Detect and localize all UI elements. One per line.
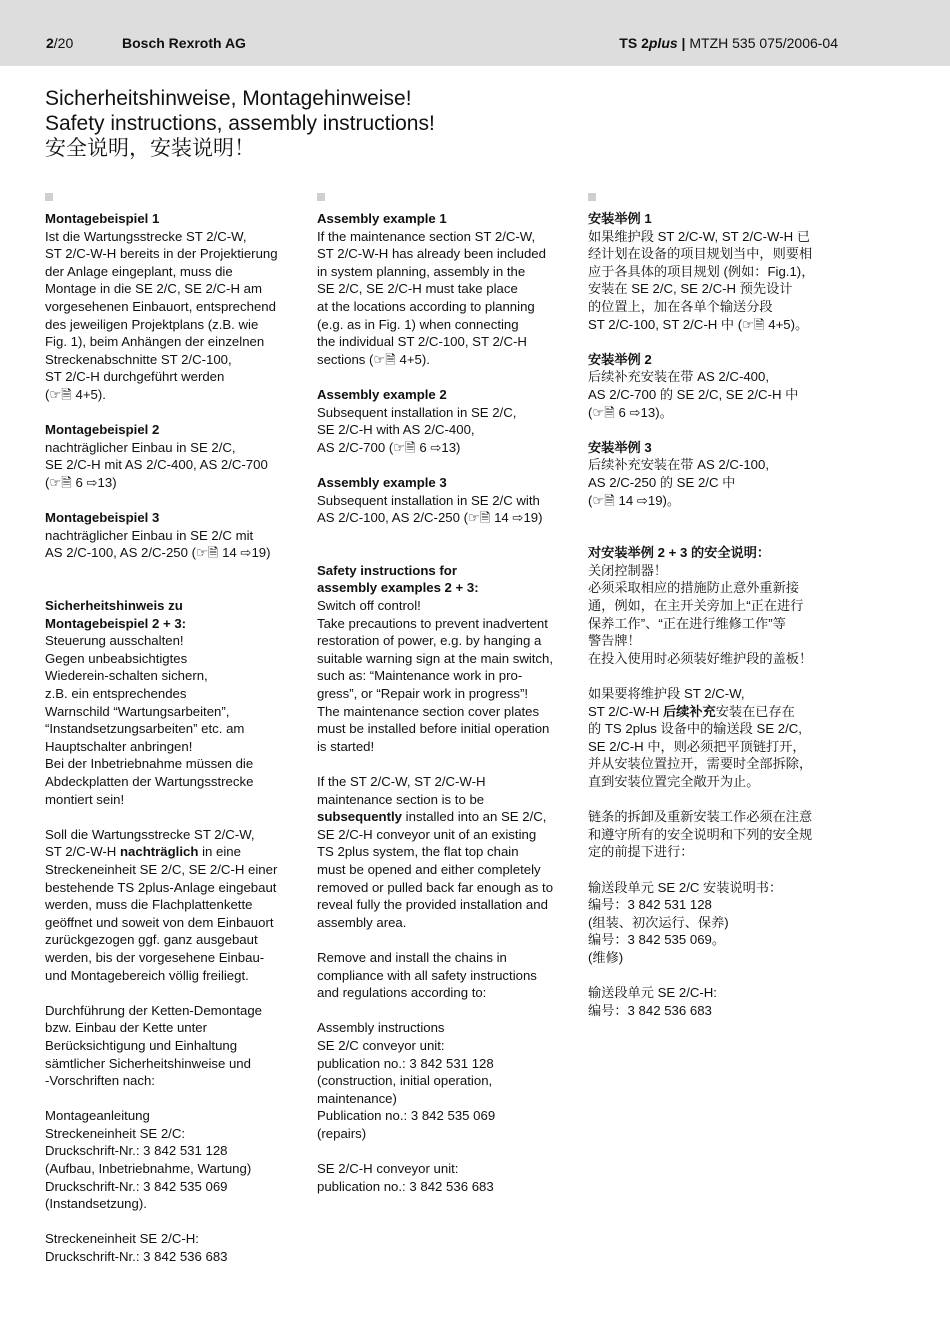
paragraph-subsequent-line: Soll die Wartungsstrecke ST 2/C-W, — [45, 826, 255, 842]
text-line: AS 2/C-700 (☞🗎 6 ⇨13) — [317, 439, 461, 455]
text-line: ST 2/C-100, ST 2/C-H 中 (☞🗎 4+5)。 — [588, 316, 809, 332]
text-example-3 — [45, 527, 301, 562]
text-line: Ist die Wartungsstrecke ST 2/C-W, — [45, 228, 247, 244]
text-line: Subsequent installation in SE 2/C with — [317, 492, 540, 508]
text-line: 应于各具体的项目规划 (例如：Fig.1)， — [588, 263, 815, 279]
heading-example-3: 安装举例 3 — [588, 439, 652, 455]
text-line: 定的前提下进行： — [588, 844, 694, 860]
text-line: 安装在 SE 2/C, SE 2/C-H 预先设计 — [588, 281, 793, 297]
text-line: Assembly instructions — [317, 1020, 445, 1036]
text-line: Durchführung der Ketten-Demontage — [45, 1002, 262, 1018]
text-line: 的位置上，加在各单个输送分段 — [588, 298, 773, 314]
text-example-2 — [317, 404, 575, 457]
text-line: Druckschrift-Nr.: 3 842 535 069 — [45, 1178, 228, 1194]
text-line: The maintenance section cover plates — [317, 703, 540, 719]
text-line: removed or pulled back far enough as to — [317, 879, 554, 895]
heading-safety-line-1: Safety instructions for — [317, 562, 457, 578]
text-line: the individual ST 2/C-100, ST 2/C-H — [317, 334, 527, 350]
text-line: ST 2/C-W-H has already been included — [317, 246, 546, 262]
paragraph-publications-se2c — [317, 1019, 575, 1142]
heading-safety-line-1: Sicherheitshinweis zu — [45, 598, 183, 614]
text-line: Take precautions to prevent inadvertent — [317, 615, 548, 631]
text-line: Berücksichtigung und Einhaltung — [45, 1037, 238, 1053]
text-line: SE 2/C-H 中，则必须把平顶链打开， — [588, 738, 806, 754]
text-line: werden, bis der vorgesehene Einbau- — [45, 949, 265, 965]
paragraph-subsequent-line-1: If the ST 2/C-W, ST 2/C-W-H — [317, 774, 486, 789]
text-line: Remove and install the chains in — [317, 949, 507, 965]
paragraph-subsequent-mixed: subsequently installed into an SE 2/C, — [317, 809, 547, 825]
text-line: montiert sein! — [45, 791, 125, 807]
text-line: (☞🗎 14 ⇨19)。 — [588, 492, 681, 508]
column-german — [45, 189, 301, 1266]
paragraph-subsequent-rest — [45, 861, 301, 984]
text-line: suitable warning sign at the main switch, — [317, 650, 554, 666]
text-line: sections (☞🗎 4+5). — [317, 351, 430, 367]
text-line: Abdeckplatten der Wartungsstrecke — [45, 774, 254, 789]
text-line: des jeweiligen Projektplans (z.B. wie — [45, 316, 259, 332]
text-line: restoration of power, e.g. by hanging a — [317, 633, 542, 649]
paragraph-subsequent-rest — [317, 826, 575, 932]
text-line: zurückgezogen ggf. ganz ausgebaut — [45, 932, 258, 948]
text-line: (construction, initial operation, — [317, 1073, 493, 1089]
text-line: such as: “Maintenance work in pro- — [317, 668, 523, 684]
text-line: ST 2/C-H durchgeführt werden — [45, 369, 225, 385]
text-line: sämtlicher Sicherheitshinweise und — [45, 1055, 251, 1071]
text-example-3 — [317, 492, 575, 527]
heading-example-3: Assembly example 3 — [317, 474, 447, 490]
text-example-2 — [588, 368, 846, 421]
text-line: gress”, or “Repair work in progress”! — [317, 686, 529, 702]
text-line: AS 2/C-100, AS 2/C-250 (☞🗎 14 ⇨19) — [45, 545, 271, 561]
text-line: 的 TS 2plus 设备中的输送段 SE 2/C, — [588, 721, 802, 737]
text-line: nachträglicher Einbau in SE 2/C, — [45, 439, 236, 455]
text-line: AS 2/C-700 的 SE 2/C, SE 2/C-H 中 — [588, 386, 799, 402]
text-line: Publication no.: 3 842 535 069 — [317, 1108, 496, 1124]
paragraph-publications-se2ch — [317, 1160, 575, 1195]
text-line: vorgesehenen Einbauort, entsprechend — [45, 298, 276, 314]
heading-safety-line-2: Montagebeispiel 2 + 3: — [45, 615, 187, 631]
heading-example-1: Assembly example 1 — [317, 211, 447, 226]
text-line: Streckeneinheit SE 2/C, SE 2/C-H einer — [45, 861, 278, 877]
paragraph-chain-removal — [317, 949, 575, 1002]
text-line: und Montagebereich völlig freiliegt. — [45, 967, 249, 983]
text-line: (组装、初次运行、保养) — [588, 914, 729, 930]
paragraph-publications-se2c — [45, 1107, 301, 1213]
text-line: 后续补充安装在带 AS 2/C-100, — [588, 457, 769, 473]
text-line: assembly area. — [317, 914, 407, 930]
text-line: 输送段单元 SE 2/C 安装说明书： — [588, 879, 783, 895]
text-line: Montage in die SE 2/C, SE 2/C-H am — [45, 281, 262, 297]
paragraph-chain-removal — [588, 808, 846, 861]
text-line: 如果维护段 ST 2/C-W, ST 2/C-W-H 已 — [588, 228, 811, 244]
text-line: 后续补充安装在带 AS 2/C-400, — [588, 369, 769, 385]
text-line: Druckschrift-Nr.: 3 842 531 128 — [45, 1143, 228, 1159]
text-example-1 — [317, 228, 575, 369]
text-line: Switch off control! — [317, 598, 421, 614]
text-line: (repairs) — [317, 1125, 367, 1141]
text-line: 经计划在设备的项目规划当中，则要相 — [588, 246, 813, 262]
text-line: 关闭控制器！ — [588, 562, 668, 578]
text-line: must be opened and either completely — [317, 861, 541, 877]
paragraph-publications-se2ch — [588, 984, 846, 1019]
column-chinese — [588, 189, 846, 1019]
text-line: 警告牌！ — [588, 633, 641, 649]
heading-example-2: Assembly example 2 — [317, 386, 447, 402]
paragraph-publications-se2ch — [45, 1230, 301, 1265]
page-number: 2/20 — [46, 35, 74, 51]
text-line: Streckeneinheit SE 2/C: — [45, 1125, 186, 1141]
company-name: Bosch Rexroth AG — [122, 35, 246, 51]
text-safety — [588, 562, 846, 668]
column-english — [317, 189, 575, 1195]
title-de: Sicherheitshinweise, Montagehinweise! — [45, 87, 412, 110]
text-line: AS 2/C-250 的 SE 2/C 中 — [588, 474, 736, 490]
paragraph-subsequent-line-2: maintenance section is to be — [317, 791, 485, 807]
text-line: 必须采取相应的措施防止意外重新接 — [588, 580, 799, 596]
text-line: SE 2/C-H conveyor unit of an existing — [317, 826, 537, 842]
text-line: 编号：3 842 535 069。 — [588, 932, 726, 948]
text-line: geöffnet und soweit von dem Einbauort — [45, 914, 274, 930]
text-line: publication no.: 3 842 531 128 — [317, 1055, 494, 1071]
text-line: der Anlage eingeplant, muss die — [45, 263, 233, 279]
text-line: Subsequent installation in SE 2/C, — [317, 404, 517, 420]
text-line: compliance with all safety instructions — [317, 967, 537, 983]
text-line: Streckenabschnitte ST 2/C-100, — [45, 351, 232, 367]
heading-example-2: 安装举例 2 — [588, 351, 652, 367]
text-line: z.B. ein entsprechendes — [45, 686, 187, 702]
text-safety — [317, 597, 575, 755]
text-line: Fig. 1), beim Anhängen der einzelnen — [45, 334, 265, 350]
text-line: (Aufbau, Inbetriebnahme, Wartung) — [45, 1161, 252, 1177]
paragraph-subsequent-rest — [588, 720, 846, 790]
heading-example-3: Montagebeispiel 3 — [45, 510, 160, 526]
text-line: werden, muss die Flachplattenkette — [45, 897, 253, 913]
text-line: AS 2/C-100, AS 2/C-250 (☞🗎 14 ⇨19) — [317, 510, 543, 526]
text-line: TS 2plus system, the flat top chain — [317, 844, 519, 860]
text-line: must be installed before initial operation — [317, 721, 550, 737]
text-line: bestehende TS 2plus-Anlage eingebaut — [45, 879, 277, 895]
paragraph-subsequent-line: 如果要将维护段 ST 2/C-W, — [588, 686, 745, 702]
text-line: 保养工作”、“正在进行维修工作”等 — [588, 615, 786, 631]
heading-example-1: 安装举例 1 — [588, 211, 652, 226]
text-line: 链条的拆卸及重新安装工作必须在注意 — [588, 809, 813, 825]
text-line: (Instandsetzung). — [45, 1196, 147, 1212]
text-line: 和遵守所有的安全说明和下列的安全规 — [588, 826, 813, 842]
section-marker-square — [588, 193, 596, 201]
text-line: 直到安装位置完全敞开为止。 — [588, 774, 760, 789]
page-title — [45, 86, 435, 161]
text-line: is started! — [317, 738, 375, 754]
text-line: Bei der Inbetriebnahme müssen die — [45, 756, 254, 772]
text-line: Steuerung ausschalten! — [45, 633, 184, 649]
paragraph-chain-removal — [45, 1002, 301, 1090]
text-line: at the locations according to planning — [317, 298, 535, 314]
section-marker-square — [317, 193, 325, 201]
heading-example-2: Montagebeispiel 2 — [45, 422, 160, 438]
paragraph-subsequent-mixed: ST 2/C-W-H nachträglich in eine — [45, 844, 241, 860]
text-line: (e.g. as in Fig. 1) when connecting — [317, 316, 519, 332]
text-line: “Instandsetzungsarbeiten” etc. am — [45, 721, 245, 737]
text-line: and regulations according to: — [317, 985, 487, 1001]
text-line: SE 2/C-H with AS 2/C-400, — [317, 422, 475, 438]
text-line: nachträglicher Einbau in SE 2/C mit — [45, 527, 254, 543]
text-line: Druckschrift-Nr.: 3 842 536 683 — [45, 1249, 228, 1265]
page-header — [0, 0, 950, 66]
heading-safety-line-2: assembly examples 2 + 3: — [317, 580, 479, 596]
text-line: maintenance) — [317, 1090, 397, 1106]
text-line: -Vorschriften nach: — [45, 1073, 155, 1089]
text-line: 通，例如，在主开关旁加上“正在进行 — [588, 598, 804, 614]
text-line: (☞🗎 6 ⇨13) — [45, 474, 117, 490]
text-line: reveal fully the provided installation and — [317, 897, 548, 913]
text-line: (☞🗎 4+5). — [45, 386, 106, 402]
paragraph-publications-se2c — [588, 879, 846, 967]
text-line: Hauptschalter anbringen! — [45, 738, 193, 754]
text-example-1 — [588, 228, 846, 334]
text-line: Montageanleitung — [45, 1108, 150, 1124]
text-line: 输送段单元 SE 2/C-H: — [588, 985, 717, 1001]
text-line: 编号：3 842 531 128 — [588, 897, 712, 913]
text-line: SE 2/C conveyor unit: — [317, 1037, 445, 1053]
text-line: 编号：3 842 536 683 — [588, 1002, 712, 1018]
text-example-1 — [45, 228, 301, 404]
text-line: ST 2/C-W-H bereits in der Projektierung — [45, 246, 278, 262]
text-line: 并从安装位置拉开，需要时全部拆除， — [588, 756, 813, 772]
text-line: bzw. Einbau der Kette unter — [45, 1020, 208, 1036]
text-line: Streckeneinheit SE 2/C-H: — [45, 1231, 199, 1247]
text-line: Gegen unbeabsichtigtes — [45, 650, 188, 666]
text-line: SE 2/C, SE 2/C-H must take place — [317, 281, 518, 297]
text-safety — [45, 632, 301, 808]
text-line: 在投入使用时必须装好维护段的盖板！ — [588, 650, 813, 666]
text-example-3 — [588, 456, 846, 509]
paragraph-subsequent-mixed: ST 2/C-W-H 后续补充安装在已存在 — [588, 703, 795, 719]
text-line: in system planning, assembly in the — [317, 263, 526, 279]
text-line: publication no.: 3 842 536 683 — [317, 1178, 494, 1194]
document-reference: TS 2plus | MTZH 535 075/2006-04 — [619, 35, 838, 51]
heading-safety: 对安装举例 2 + 3 的安全说明： — [588, 545, 771, 561]
title-en: Safety instructions, assembly instructions! — [45, 112, 435, 135]
text-line: Wiederein-schalten sichern, — [45, 668, 208, 684]
text-line: (☞🗎 6 ⇨13)。 — [588, 404, 673, 420]
section-marker-square — [45, 193, 53, 201]
text-line: SE 2/C-H conveyor unit: — [317, 1161, 459, 1177]
text-line: Warnschild “Wartungsarbeiten”, — [45, 703, 230, 719]
text-line: (维修) — [588, 949, 624, 965]
text-line: SE 2/C-H mit AS 2/C-400, AS 2/C-700 — [45, 457, 268, 473]
text-example-2 — [45, 439, 301, 492]
heading-example-1: Montagebeispiel 1 — [45, 211, 160, 226]
text-line: If the maintenance section ST 2/C-W, — [317, 228, 536, 244]
title-zh: 安全说明，安装说明！ — [45, 137, 255, 160]
